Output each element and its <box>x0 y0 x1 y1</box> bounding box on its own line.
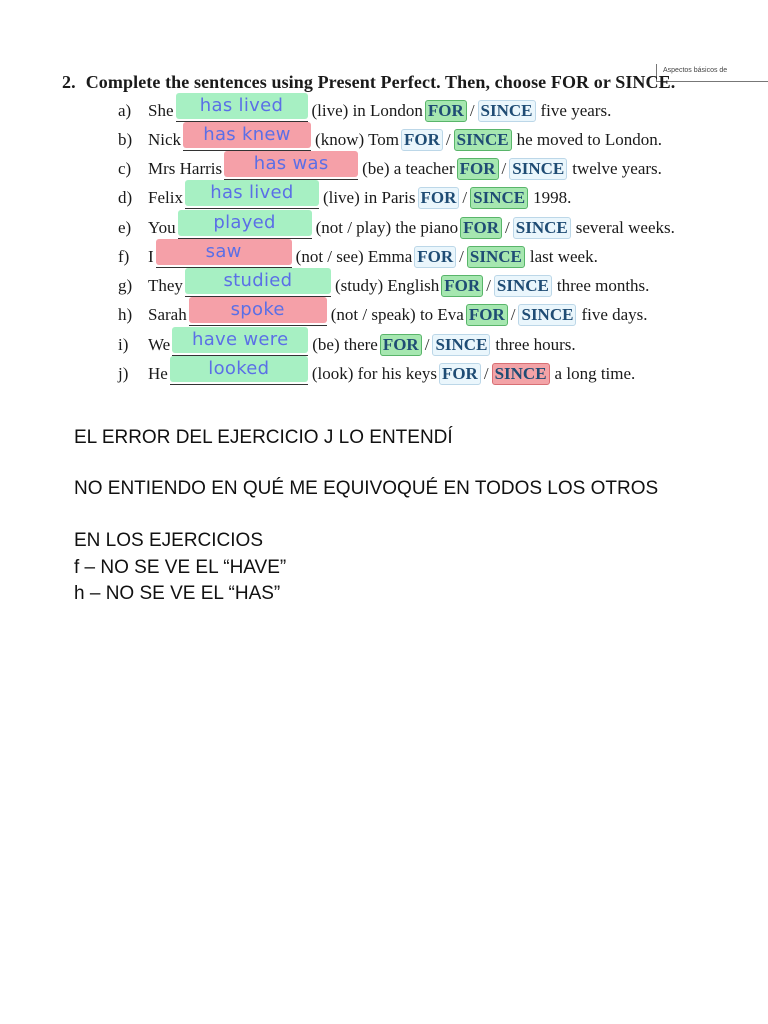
choice-separator: / <box>483 364 489 383</box>
choice-since[interactable]: SINCE <box>513 217 571 239</box>
choice-since[interactable]: SINCE <box>492 363 550 385</box>
verb-hint: (be) there <box>312 335 378 354</box>
answer-blank[interactable] <box>170 358 308 385</box>
exercise-row <box>118 95 612 124</box>
answer-chip[interactable]: saw <box>156 239 292 265</box>
note-line-5: h – NO SE VE EL “HAS” <box>74 583 281 604</box>
sentence-tail: three hours. <box>495 335 576 354</box>
verb-hint: (know) Tom <box>315 130 400 149</box>
choice-for[interactable]: FOR <box>401 129 443 151</box>
verb-hint: (not / speak) to Eva <box>330 305 464 324</box>
answer-chip[interactable]: has lived <box>176 93 308 119</box>
choice-for[interactable]: FOR <box>457 158 499 180</box>
choice-since[interactable]: SINCE <box>470 187 528 209</box>
choice-since[interactable]: SINCE <box>467 246 525 268</box>
answer-chip[interactable]: have were <box>172 327 308 353</box>
verb-hint: (not / see) Emma <box>295 247 413 266</box>
exercise-row <box>118 212 675 241</box>
row-subject: Sarah <box>148 305 187 324</box>
choice-for[interactable]: FOR <box>441 275 483 297</box>
choice-separator: / <box>459 247 464 266</box>
row-subject: We <box>148 335 171 354</box>
verb-hint: (be) a teacher <box>362 159 455 178</box>
exercise-row <box>118 153 662 182</box>
verb-hint: (live) in London <box>311 101 423 120</box>
exercise-row <box>118 299 648 328</box>
note-line-2: NO ENTIENDO EN QUÉ ME EQUIVOQUÉ EN TODOS LOS OTROS <box>74 478 659 499</box>
answer-chip[interactable]: played <box>178 210 312 236</box>
choice-separator: / <box>501 159 507 178</box>
verb-hint: (study) English <box>334 276 440 295</box>
answer-chip[interactable]: studied <box>185 268 331 294</box>
sentence-tail: five days. <box>581 305 648 324</box>
choice-for[interactable]: FOR <box>460 217 502 239</box>
row-letter: h) <box>118 305 133 324</box>
row-subject: She <box>148 101 174 120</box>
verb-hint: (look) for his keys <box>311 364 437 383</box>
row-subject: Felix <box>148 188 183 207</box>
choice-separator: / <box>486 276 491 295</box>
note-line-4: f – NO SE VE EL “HAVE” <box>74 557 287 578</box>
sentence-tail: five years. <box>540 101 612 120</box>
choice-since[interactable]: SINCE <box>518 304 576 326</box>
note-line-1: EL ERROR DEL EJERCICIO J LO ENTENDÍ <box>74 427 453 448</box>
answer-blank[interactable] <box>172 329 308 356</box>
choice-since[interactable]: SINCE <box>494 275 552 297</box>
exercise-row <box>118 241 598 270</box>
exercise-row <box>118 124 663 153</box>
note-line-3: EN LOS EJERCICIOS <box>74 530 263 551</box>
choice-separator: / <box>510 305 516 324</box>
exercise-row <box>118 270 650 299</box>
answer-blank[interactable] <box>176 95 308 122</box>
verb-hint: (live) in Paris <box>322 188 416 207</box>
header-tag: Aspectos básicos de <box>656 64 768 82</box>
exercise-number: 2. <box>62 72 76 92</box>
choice-for[interactable]: FOR <box>418 187 460 209</box>
choice-separator: / <box>424 335 430 354</box>
answer-blank[interactable] <box>185 270 331 297</box>
row-letter: g) <box>118 276 133 295</box>
exercise-row <box>118 182 572 211</box>
choice-separator: / <box>469 101 475 120</box>
row-letter: d) <box>118 188 133 207</box>
row-subject: You <box>148 218 176 237</box>
choice-separator: / <box>462 188 468 207</box>
choice-for[interactable]: FOR <box>380 334 422 356</box>
sentence-tail: he moved to London. <box>516 130 663 149</box>
sentence-tail: last week. <box>529 247 598 266</box>
answer-blank[interactable] <box>189 299 327 326</box>
answer-chip[interactable]: has lived <box>185 180 319 206</box>
answer-chip[interactable]: has knew <box>183 122 311 148</box>
row-letter: c) <box>118 159 132 178</box>
row-letter: a) <box>118 101 132 120</box>
answer-blank[interactable] <box>183 124 311 151</box>
answer-chip[interactable]: has was <box>224 151 358 177</box>
choice-for[interactable]: FOR <box>425 100 467 122</box>
answer-blank[interactable] <box>178 212 312 239</box>
sentence-tail: a long time. <box>554 364 636 383</box>
row-letter: e) <box>118 218 132 237</box>
choice-since[interactable]: SINCE <box>478 100 536 122</box>
row-subject: He <box>148 364 168 383</box>
answer-chip[interactable]: spoke <box>189 297 327 323</box>
verb-hint: (not / play) the piano <box>315 218 459 237</box>
row-letter: j) <box>118 364 129 383</box>
row-letter: f) <box>118 247 130 266</box>
sentence-tail: 1998. <box>533 188 572 207</box>
choice-since[interactable]: SINCE <box>509 158 567 180</box>
answer-blank[interactable] <box>224 153 358 180</box>
row-subject: I <box>148 247 154 266</box>
exercise-instruction: Complete the sentences using Present Perfect. Then, choose FOR or SINCE. <box>85 72 676 92</box>
row-letter: b) <box>118 130 133 149</box>
choice-since[interactable]: SINCE <box>432 334 490 356</box>
answer-chip[interactable]: looked <box>170 356 308 382</box>
sentence-tail: twelve years. <box>572 159 662 178</box>
choice-for[interactable]: FOR <box>414 246 456 268</box>
sentence-tail: three months. <box>556 276 650 295</box>
choice-since[interactable]: SINCE <box>454 129 512 151</box>
choice-separator: / <box>505 218 510 237</box>
choice-separator: / <box>445 130 451 149</box>
choice-for[interactable]: FOR <box>466 304 508 326</box>
row-letter: i) <box>118 335 129 354</box>
exercise-row <box>118 329 576 358</box>
choice-for[interactable]: FOR <box>439 363 481 385</box>
row-subject: They <box>148 276 183 295</box>
sentence-tail: several weeks. <box>575 218 675 237</box>
answer-blank[interactable] <box>156 241 292 268</box>
answer-blank[interactable] <box>185 182 319 209</box>
row-subject: Mrs Harris <box>148 159 223 178</box>
exercise-title <box>62 72 675 93</box>
row-subject: Nick <box>148 130 182 149</box>
exercise-row <box>118 358 636 387</box>
